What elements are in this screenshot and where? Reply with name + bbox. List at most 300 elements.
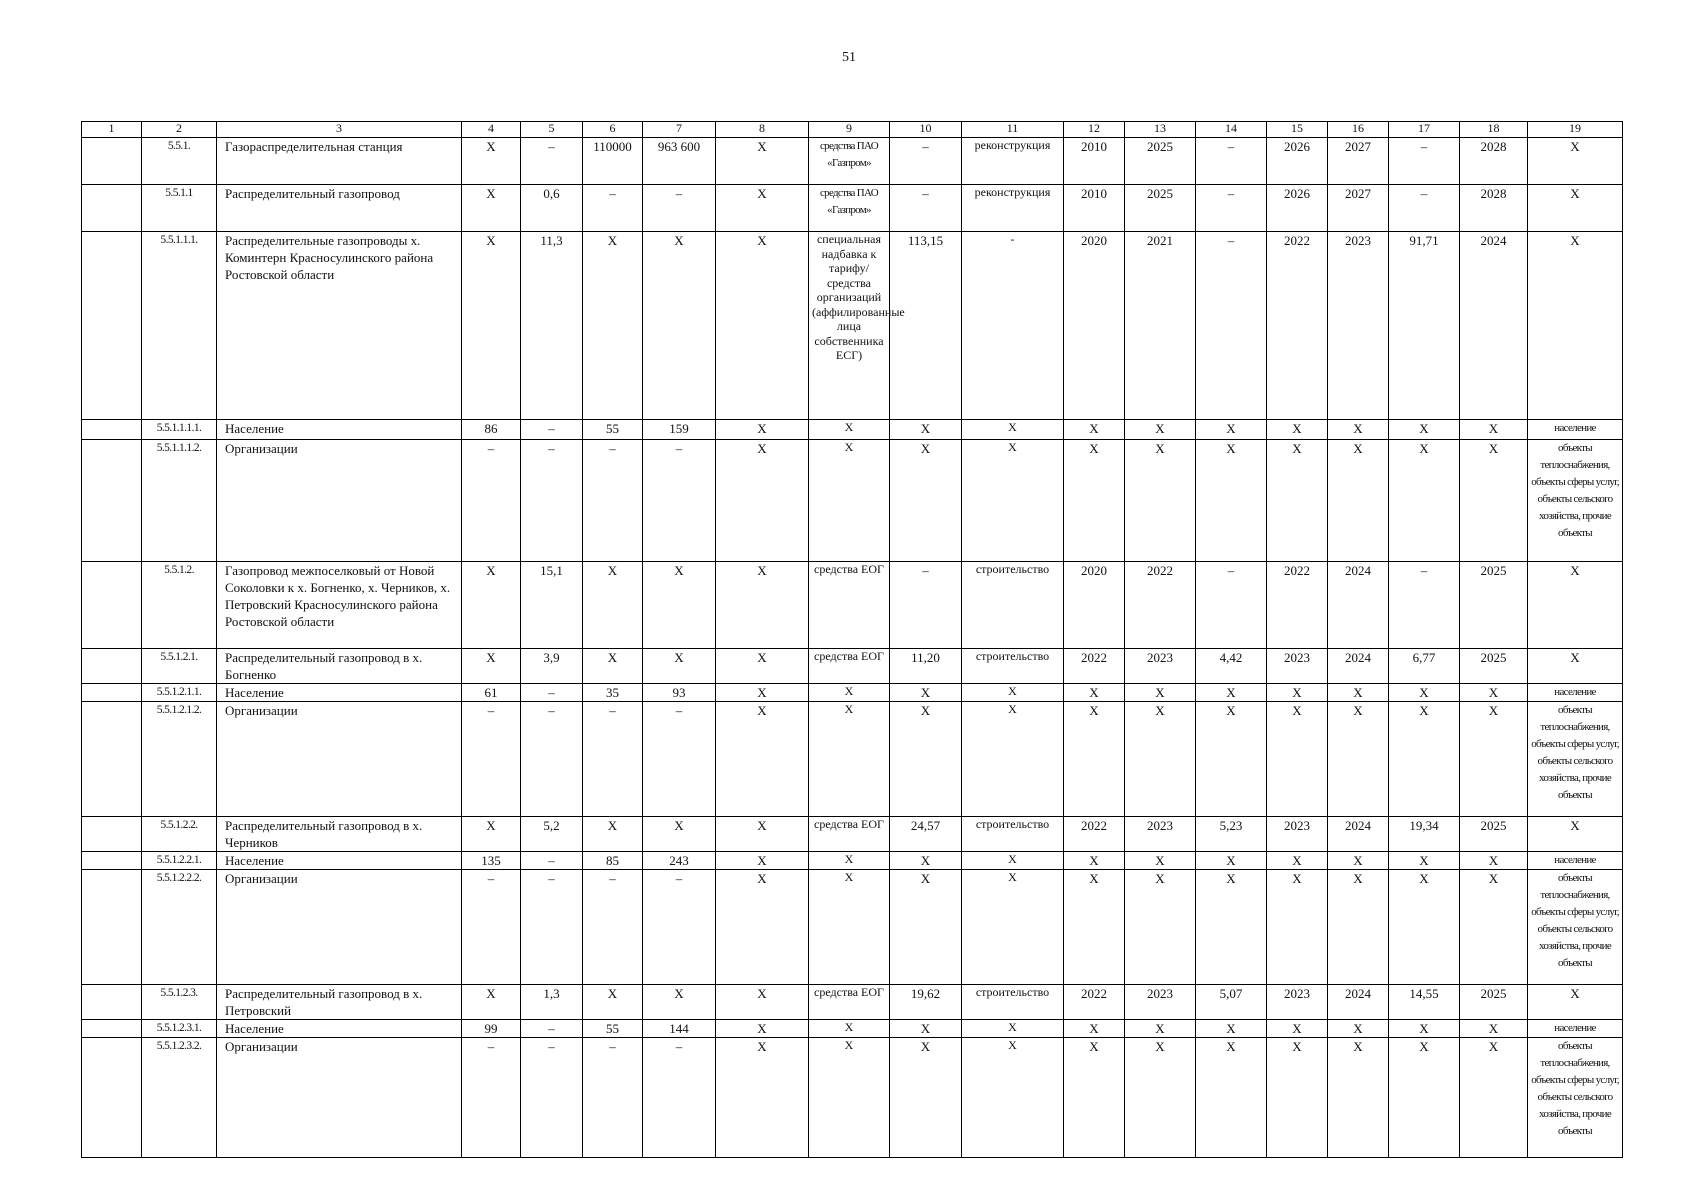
cell-col-8: Х — [716, 562, 809, 649]
cell-col-14: Х — [1196, 1020, 1267, 1038]
cell-col-6: – — [583, 185, 643, 232]
cell-object-name: Распределительные газопроводы х. Коминтерн Красносулинского района Ростовской области — [217, 232, 462, 420]
column-number: 16 — [1328, 122, 1389, 138]
cell-item-code: 5.5.1.2.3.1. — [142, 1020, 217, 1038]
cell-col-7: 243 — [643, 852, 716, 870]
cell-item-code: 5.5.1.1.1.1. — [142, 420, 217, 440]
cell-col-7: 144 — [643, 1020, 716, 1038]
cell-col-4: – — [462, 1038, 521, 1158]
cell-col-8: Х — [716, 649, 809, 684]
cell-col-6: 55 — [583, 420, 643, 440]
cell-col-18: 2025 — [1460, 985, 1528, 1020]
cell-object-name: Распределительный газопровод в х. Черников — [217, 817, 462, 852]
cell-item-code: 5.5.1.2.1. — [142, 649, 217, 684]
cell-col-13: Х — [1125, 852, 1196, 870]
cell-col-17: – — [1389, 185, 1460, 232]
cell-col-15: Х — [1267, 420, 1328, 440]
table-row — [82, 1038, 1623, 1158]
cell-col-6: Х — [583, 649, 643, 684]
cell-col-18: Х — [1460, 420, 1528, 440]
cell-col-17: – — [1389, 562, 1460, 649]
cell-col-10: Х — [890, 852, 962, 870]
cell-col-10: – — [890, 185, 962, 232]
cell-col-14: Х — [1196, 440, 1267, 562]
cell-col-7: Х — [643, 985, 716, 1020]
column-number: 4 — [462, 122, 521, 138]
cell-col-13: Х — [1125, 1020, 1196, 1038]
cell-col-10: Х — [890, 420, 962, 440]
cell-col-16: 2024 — [1328, 649, 1389, 684]
investment-table — [81, 121, 1623, 1158]
cell-col-5: – — [521, 138, 583, 185]
cell-col-12: Х — [1064, 420, 1125, 440]
cell-col-12: Х — [1064, 852, 1125, 870]
cell-col-16: Х — [1328, 1038, 1389, 1158]
cell-col-15: 2026 — [1267, 185, 1328, 232]
cell-consumer-category: население — [1528, 684, 1623, 702]
cell-col-18: Х — [1460, 702, 1528, 817]
cell-col-18: Х — [1460, 1038, 1528, 1158]
cell-col-5: 3,9 — [521, 649, 583, 684]
cell-col-empty — [82, 420, 142, 440]
cell-col-17: Х — [1389, 684, 1460, 702]
cell-col-12: 2020 — [1064, 232, 1125, 420]
cell-consumer-category: объекты теплоснабжения, объекты сферы услуг, объекты сельского хозяйства, прочие объекты — [1528, 440, 1623, 562]
cell-col-5: 11,3 — [521, 232, 583, 420]
cell-col-7: – — [643, 1038, 716, 1158]
cell-col-16: 2027 — [1328, 185, 1389, 232]
cell-col-17: – — [1389, 138, 1460, 185]
cell-col-18: Х — [1460, 1020, 1528, 1038]
column-number: 9 — [809, 122, 890, 138]
cell-col-13: Х — [1125, 684, 1196, 702]
cell-col-17: Х — [1389, 420, 1460, 440]
table-row — [82, 684, 1623, 702]
cell-item-code: 5.5.1.1.1. — [142, 232, 217, 420]
cell-item-code: 5.5.1.2.2. — [142, 817, 217, 852]
table-row — [82, 440, 1623, 562]
cell-funding-source: Х — [809, 852, 890, 870]
cell-col-8: Х — [716, 138, 809, 185]
cell-col-8: Х — [716, 232, 809, 420]
cell-col-16: 2027 — [1328, 138, 1389, 185]
cell-item-code: 5.5.1.2.3. — [142, 985, 217, 1020]
table-row — [82, 420, 1623, 440]
cell-col-12: 2020 — [1064, 562, 1125, 649]
cell-col-4: 61 — [462, 684, 521, 702]
cell-col-15: 2022 — [1267, 232, 1328, 420]
cell-item-code: 5.5.1.2.2.2. — [142, 870, 217, 985]
cell-object-name: Распределительный газопровод в х. Богненко — [217, 649, 462, 684]
table-row — [82, 852, 1623, 870]
cell-col-empty — [82, 232, 142, 420]
cell-col-10: Х — [890, 1020, 962, 1038]
cell-col-empty — [82, 562, 142, 649]
cell-col-12: Х — [1064, 1038, 1125, 1158]
cell-funding-source: Х — [809, 1038, 890, 1158]
cell-col-16: 2023 — [1328, 232, 1389, 420]
cell-item-code: 5.5.1. — [142, 138, 217, 185]
cell-col-empty — [82, 1038, 142, 1158]
cell-col-15: 2026 — [1267, 138, 1328, 185]
cell-col-16: 2024 — [1328, 817, 1389, 852]
cell-col-14: Х — [1196, 852, 1267, 870]
cell-col-14: 4,42 — [1196, 649, 1267, 684]
cell-work-type: строительство — [962, 649, 1064, 684]
cell-col-4: Х — [462, 985, 521, 1020]
cell-col-10: Х — [890, 870, 962, 985]
cell-col-15: Х — [1267, 684, 1328, 702]
cell-col-6: Х — [583, 562, 643, 649]
cell-col-10: Х — [890, 702, 962, 817]
cell-consumer-category: население — [1528, 852, 1623, 870]
cell-consumer-category: Х — [1528, 562, 1623, 649]
column-number: 1 — [82, 122, 142, 138]
cell-col-18: Х — [1460, 440, 1528, 562]
cell-col-16: 2024 — [1328, 985, 1389, 1020]
cell-col-17: 91,71 — [1389, 232, 1460, 420]
cell-col-12: 2022 — [1064, 817, 1125, 852]
cell-col-4: Х — [462, 562, 521, 649]
cell-object-name: Газораспределительная станция — [217, 138, 462, 185]
cell-col-7: 159 — [643, 420, 716, 440]
cell-funding-source: специальная надбавка к тарифу/ средства организаций (аффилированные лица собственника ЕСГ) — [809, 232, 890, 420]
cell-col-10: 113,15 — [890, 232, 962, 420]
cell-col-8: Х — [716, 702, 809, 817]
cell-object-name: Организации — [217, 870, 462, 985]
cell-col-15: Х — [1267, 852, 1328, 870]
cell-funding-source: средства ЕОГ — [809, 817, 890, 852]
cell-col-12: 2022 — [1064, 985, 1125, 1020]
cell-col-18: 2028 — [1460, 138, 1528, 185]
column-number-row — [82, 122, 1623, 138]
table-row — [82, 232, 1623, 420]
cell-col-empty — [82, 1020, 142, 1038]
cell-object-name: Организации — [217, 702, 462, 817]
cell-col-16: Х — [1328, 684, 1389, 702]
cell-col-15: Х — [1267, 870, 1328, 985]
cell-col-15: 2023 — [1267, 817, 1328, 852]
cell-col-4: 135 — [462, 852, 521, 870]
cell-col-empty — [82, 985, 142, 1020]
cell-col-8: Х — [716, 420, 809, 440]
cell-col-8: Х — [716, 852, 809, 870]
cell-col-17: Х — [1389, 702, 1460, 817]
cell-col-4: – — [462, 870, 521, 985]
cell-consumer-category: население — [1528, 420, 1623, 440]
cell-funding-source: Х — [809, 440, 890, 562]
cell-col-13: Х — [1125, 1038, 1196, 1158]
cell-object-name: Население — [217, 1020, 462, 1038]
cell-consumer-category: Х — [1528, 138, 1623, 185]
cell-col-7: Х — [643, 649, 716, 684]
cell-col-13: 2021 — [1125, 232, 1196, 420]
cell-col-6: – — [583, 702, 643, 817]
cell-col-5: 15,1 — [521, 562, 583, 649]
column-number: 14 — [1196, 122, 1267, 138]
cell-col-15: 2023 — [1267, 649, 1328, 684]
cell-object-name: Газопровод межпоселковый от Новой Соколовки к х. Богненко, х. Черников, х. Петровский Красносулинского района Ростовской области — [217, 562, 462, 649]
cell-col-10: Х — [890, 440, 962, 562]
cell-col-16: Х — [1328, 870, 1389, 985]
cell-col-18: Х — [1460, 684, 1528, 702]
cell-work-type: строительство — [962, 985, 1064, 1020]
cell-col-5: – — [521, 420, 583, 440]
column-number: 11 — [962, 122, 1064, 138]
cell-consumer-category: Х — [1528, 649, 1623, 684]
column-number: 7 — [643, 122, 716, 138]
cell-work-type: Х — [962, 870, 1064, 985]
cell-consumer-category: Х — [1528, 185, 1623, 232]
cell-col-5: – — [521, 852, 583, 870]
cell-col-empty — [82, 684, 142, 702]
cell-col-empty — [82, 440, 142, 562]
cell-col-13: Х — [1125, 870, 1196, 985]
cell-col-4: 99 — [462, 1020, 521, 1038]
cell-col-14: Х — [1196, 1038, 1267, 1158]
cell-col-14: 5,07 — [1196, 985, 1267, 1020]
cell-work-type: Х — [962, 852, 1064, 870]
table-row — [82, 870, 1623, 985]
table-row — [82, 185, 1623, 232]
cell-col-16: Х — [1328, 420, 1389, 440]
cell-work-type: Х — [962, 1020, 1064, 1038]
column-number: 8 — [716, 122, 809, 138]
cell-consumer-category: Х — [1528, 232, 1623, 420]
cell-col-8: Х — [716, 817, 809, 852]
cell-object-name: Население — [217, 852, 462, 870]
cell-col-4: 86 — [462, 420, 521, 440]
cell-work-type: Х — [962, 684, 1064, 702]
cell-col-4: Х — [462, 649, 521, 684]
column-number: 3 — [217, 122, 462, 138]
cell-item-code: 5.5.1.1 — [142, 185, 217, 232]
cell-item-code: 5.5.1.2.3.2. — [142, 1038, 217, 1158]
cell-col-6: – — [583, 440, 643, 562]
column-number: 10 — [890, 122, 962, 138]
cell-col-empty — [82, 702, 142, 817]
cell-col-8: Х — [716, 1038, 809, 1158]
cell-funding-source: Х — [809, 1020, 890, 1038]
column-number: 5 — [521, 122, 583, 138]
cell-col-16: Х — [1328, 1020, 1389, 1038]
column-number: 13 — [1125, 122, 1196, 138]
cell-consumer-category: объекты теплоснабжения, объекты сферы услуг, объекты сельского хозяйства, прочие объекты — [1528, 702, 1623, 817]
cell-col-empty — [82, 138, 142, 185]
cell-col-7: Х — [643, 817, 716, 852]
cell-col-12: 2022 — [1064, 649, 1125, 684]
cell-col-8: Х — [716, 440, 809, 562]
cell-col-5: 1,3 — [521, 985, 583, 1020]
cell-col-7: – — [643, 702, 716, 817]
column-number: 2 — [142, 122, 217, 138]
cell-work-type: Х — [962, 1038, 1064, 1158]
cell-col-17: Х — [1389, 440, 1460, 562]
cell-col-17: Х — [1389, 852, 1460, 870]
cell-consumer-category: объекты теплоснабжения, объекты сферы услуг, объекты сельского хозяйства, прочие объекты — [1528, 1038, 1623, 1158]
cell-col-16: Х — [1328, 440, 1389, 562]
cell-col-10: 24,57 — [890, 817, 962, 852]
cell-funding-source: Х — [809, 702, 890, 817]
cell-col-6: 35 — [583, 684, 643, 702]
cell-col-empty — [82, 185, 142, 232]
cell-col-5: 0,6 — [521, 185, 583, 232]
cell-col-15: 2022 — [1267, 562, 1328, 649]
cell-col-12: 2010 — [1064, 185, 1125, 232]
column-number: 12 — [1064, 122, 1125, 138]
cell-col-17: Х — [1389, 1038, 1460, 1158]
cell-col-15: Х — [1267, 1020, 1328, 1038]
cell-col-13: 2023 — [1125, 649, 1196, 684]
cell-col-10: Х — [890, 684, 962, 702]
cell-col-12: Х — [1064, 440, 1125, 562]
cell-col-18: 2028 — [1460, 185, 1528, 232]
cell-work-type: Х — [962, 702, 1064, 817]
cell-work-type: - — [962, 232, 1064, 420]
cell-item-code: 5.5.1.2.1.2. — [142, 702, 217, 817]
cell-col-13: Х — [1125, 420, 1196, 440]
cell-col-5: – — [521, 870, 583, 985]
cell-col-7: – — [643, 185, 716, 232]
cell-consumer-category: объекты теплоснабжения, объекты сферы услуг, объекты сельского хозяйства, прочие объекты — [1528, 870, 1623, 985]
cell-item-code: 5.5.1.1.1.2. — [142, 440, 217, 562]
cell-col-7: Х — [643, 562, 716, 649]
cell-col-6: – — [583, 870, 643, 985]
column-number: 18 — [1460, 122, 1528, 138]
cell-col-10: – — [890, 138, 962, 185]
cell-work-type: Х — [962, 420, 1064, 440]
cell-col-16: Х — [1328, 702, 1389, 817]
cell-col-10: – — [890, 562, 962, 649]
cell-col-13: Х — [1125, 440, 1196, 562]
cell-work-type: строительство — [962, 817, 1064, 852]
cell-object-name: Распределительный газопровод — [217, 185, 462, 232]
cell-col-empty — [82, 649, 142, 684]
cell-col-8: Х — [716, 985, 809, 1020]
cell-col-7: Х — [643, 232, 716, 420]
cell-funding-source: Х — [809, 684, 890, 702]
cell-col-5: – — [521, 702, 583, 817]
cell-col-13: 2025 — [1125, 185, 1196, 232]
cell-col-7: – — [643, 440, 716, 562]
cell-col-6: Х — [583, 817, 643, 852]
cell-work-type: строительство — [962, 562, 1064, 649]
cell-col-6: Х — [583, 985, 643, 1020]
cell-col-7: 963 600 — [643, 138, 716, 185]
cell-col-6: – — [583, 1038, 643, 1158]
cell-col-6: Х — [583, 232, 643, 420]
cell-col-14: – — [1196, 562, 1267, 649]
cell-col-16: Х — [1328, 852, 1389, 870]
cell-funding-source: средства ЕОГ — [809, 562, 890, 649]
cell-col-12: Х — [1064, 870, 1125, 985]
cell-col-18: 2025 — [1460, 817, 1528, 852]
table-row — [82, 649, 1623, 684]
cell-col-5: – — [521, 684, 583, 702]
cell-col-8: Х — [716, 870, 809, 985]
cell-col-16: 2024 — [1328, 562, 1389, 649]
cell-item-code: 5.5.1.2.1.1. — [142, 684, 217, 702]
table-row — [82, 1020, 1623, 1038]
cell-object-name: Организации — [217, 1038, 462, 1158]
cell-object-name: Население — [217, 420, 462, 440]
cell-object-name: Распределительный газопровод в х. Петровский — [217, 985, 462, 1020]
cell-col-12: Х — [1064, 684, 1125, 702]
cell-object-name: Население — [217, 684, 462, 702]
cell-col-14: Х — [1196, 420, 1267, 440]
cell-col-empty — [82, 870, 142, 985]
cell-col-4: – — [462, 440, 521, 562]
column-number: 15 — [1267, 122, 1328, 138]
cell-col-14: – — [1196, 138, 1267, 185]
cell-col-4: – — [462, 702, 521, 817]
cell-work-type: реконструкция — [962, 138, 1064, 185]
cell-col-5: – — [521, 1038, 583, 1158]
cell-col-13: 2025 — [1125, 138, 1196, 185]
table-row — [82, 985, 1623, 1020]
cell-consumer-category: население — [1528, 1020, 1623, 1038]
cell-work-type: реконструкция — [962, 185, 1064, 232]
cell-col-7: 93 — [643, 684, 716, 702]
cell-col-13: Х — [1125, 702, 1196, 817]
cell-col-17: 14,55 — [1389, 985, 1460, 1020]
cell-funding-source: средства ПАО «Газпром» — [809, 138, 890, 185]
cell-col-17: Х — [1389, 870, 1460, 985]
cell-col-14: – — [1196, 232, 1267, 420]
cell-col-6: 110000 — [583, 138, 643, 185]
cell-col-18: 2025 — [1460, 649, 1528, 684]
cell-col-5: – — [521, 440, 583, 562]
cell-funding-source: Х — [809, 420, 890, 440]
cell-col-12: Х — [1064, 702, 1125, 817]
cell-col-6: 85 — [583, 852, 643, 870]
cell-funding-source: средства ПАО «Газпром» — [809, 185, 890, 232]
cell-object-name: Организации — [217, 440, 462, 562]
page-number: 51 — [842, 50, 856, 65]
cell-col-8: Х — [716, 1020, 809, 1038]
cell-col-15: Х — [1267, 440, 1328, 562]
cell-col-empty — [82, 852, 142, 870]
table-row — [82, 562, 1623, 649]
cell-col-6: 55 — [583, 1020, 643, 1038]
cell-col-12: Х — [1064, 1020, 1125, 1038]
column-number: 19 — [1528, 122, 1623, 138]
cell-col-7: – — [643, 870, 716, 985]
cell-col-8: Х — [716, 185, 809, 232]
cell-col-10: 19,62 — [890, 985, 962, 1020]
cell-col-15: Х — [1267, 702, 1328, 817]
table-row — [82, 138, 1623, 185]
table-row — [82, 817, 1623, 852]
cell-funding-source: средства ЕОГ — [809, 649, 890, 684]
cell-col-18: 2025 — [1460, 562, 1528, 649]
cell-col-4: Х — [462, 232, 521, 420]
cell-col-14: 5,23 — [1196, 817, 1267, 852]
cell-funding-source: Х — [809, 870, 890, 985]
cell-col-5: – — [521, 1020, 583, 1038]
cell-col-4: Х — [462, 138, 521, 185]
cell-col-15: Х — [1267, 1038, 1328, 1158]
cell-col-13: 2022 — [1125, 562, 1196, 649]
cell-consumer-category: Х — [1528, 817, 1623, 852]
cell-col-14: Х — [1196, 684, 1267, 702]
column-number: 17 — [1389, 122, 1460, 138]
cell-col-empty — [82, 817, 142, 852]
table-row — [82, 702, 1623, 817]
cell-col-17: 6,77 — [1389, 649, 1460, 684]
cell-col-18: Х — [1460, 870, 1528, 985]
cell-col-14: Х — [1196, 870, 1267, 985]
